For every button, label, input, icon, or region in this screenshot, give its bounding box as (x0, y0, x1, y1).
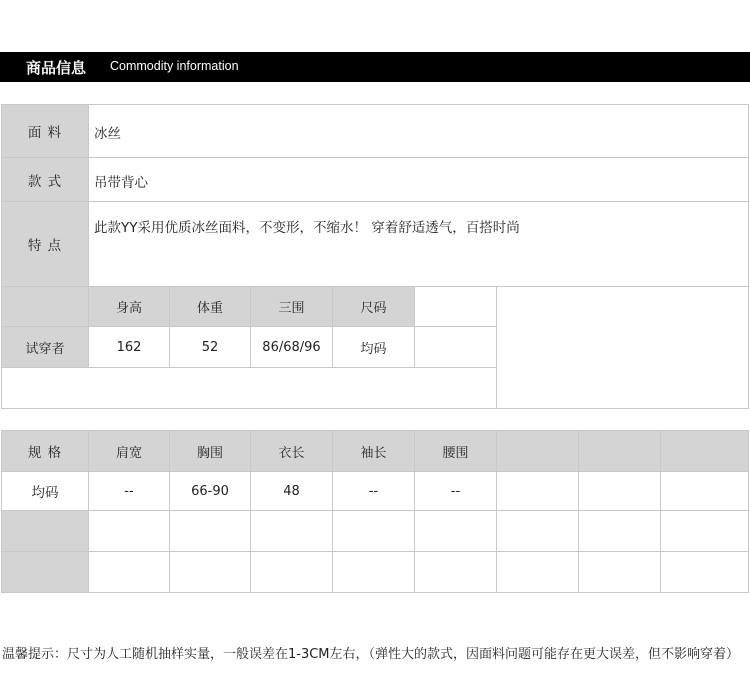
tryon-header-weight: 体重 (169, 286, 251, 327)
fabric-label: 面 料 (1, 104, 89, 158)
section-header (0, 52, 750, 82)
spec-blank-cell (496, 551, 579, 593)
spec-blank-cell (660, 510, 749, 552)
spec-blank-cell (414, 551, 497, 593)
tryon-row-label: 试穿者 (1, 326, 89, 368)
tryon-header-empty (414, 286, 497, 327)
spec-header-shoulder: 肩宽 (88, 430, 170, 472)
spec-blank-label-2 (1, 551, 89, 593)
spec-blank-cell (578, 551, 661, 593)
feature-value: 此款YY采用优质冰丝面料，不变形，不缩水！ 穿着舒适透气，百搭时尚 (94, 220, 520, 236)
spec-blank-cell (332, 551, 415, 593)
spec-header-empty-2 (578, 430, 661, 472)
spec-blank-label-1 (1, 510, 89, 552)
spec-value-empty-1 (496, 471, 579, 511)
style-label: 款 式 (1, 157, 89, 202)
spec-blank-cell (250, 551, 333, 593)
spec-value-empty-2 (578, 471, 661, 511)
tryon-value-height: 162 (88, 326, 170, 368)
spec-value-waist: -- (414, 471, 497, 511)
tryon-divider (496, 286, 497, 409)
spec-value-bust: 66-90 (169, 471, 251, 511)
feature-value-cell (88, 201, 749, 287)
header-title-en: Commodity information (110, 59, 239, 73)
spec-row-label: 规 格 (1, 430, 89, 472)
spec-value-shoulder: -- (88, 471, 170, 511)
spec-blank-cell (88, 510, 170, 552)
spec-blank-cell (332, 510, 415, 552)
spec-blank-cell (88, 551, 170, 593)
spec-size: 均码 (1, 471, 89, 511)
spec-header-waist: 腰围 (414, 430, 497, 472)
spec-value-empty-3 (660, 471, 749, 511)
spec-value-sleeve: -- (332, 471, 415, 511)
spec-header-bust: 胸围 (169, 430, 251, 472)
spec-header-empty-1 (496, 430, 579, 472)
tryon-header-height: 身高 (88, 286, 170, 327)
style-value-cell (88, 157, 749, 202)
tryon-value-size: 均码 (332, 326, 415, 368)
spec-blank-cell (169, 551, 251, 593)
spec-blank-cell (169, 510, 251, 552)
spec-header-length: 衣长 (250, 430, 333, 472)
spec-header-sleeve: 袖长 (332, 430, 415, 472)
tryon-value-empty (414, 326, 497, 368)
spec-value-length: 48 (250, 471, 333, 511)
tryon-corner (1, 286, 89, 327)
tryon-value-weight: 52 (169, 326, 251, 368)
feature-label: 特 点 (1, 201, 89, 287)
tryon-blank-row (1, 367, 497, 409)
spec-header-empty-3 (660, 430, 749, 472)
fabric-value-cell (88, 104, 749, 158)
spec-blank-cell (250, 510, 333, 552)
spec-blank-cell (660, 551, 749, 593)
spec-blank-cell (414, 510, 497, 552)
tryon-header-size: 尺码 (332, 286, 415, 327)
style-value: 吊带背心 (94, 175, 148, 191)
tryon-header-measurements: 三围 (250, 286, 333, 327)
spec-blank-cell (496, 510, 579, 552)
fabric-value: 冰丝 (94, 126, 121, 142)
tryon-value-measurements: 86/68/96 (250, 326, 333, 368)
header-title-zh: 商品信息 (26, 59, 87, 77)
spec-blank-cell (578, 510, 661, 552)
size-note: 温馨提示：尺寸为人工随机抽样实量，一般误差在1-3CM左右，（弹性大的款式，因面料问题可能存在更大误差，但不影响穿着） (2, 647, 740, 662)
